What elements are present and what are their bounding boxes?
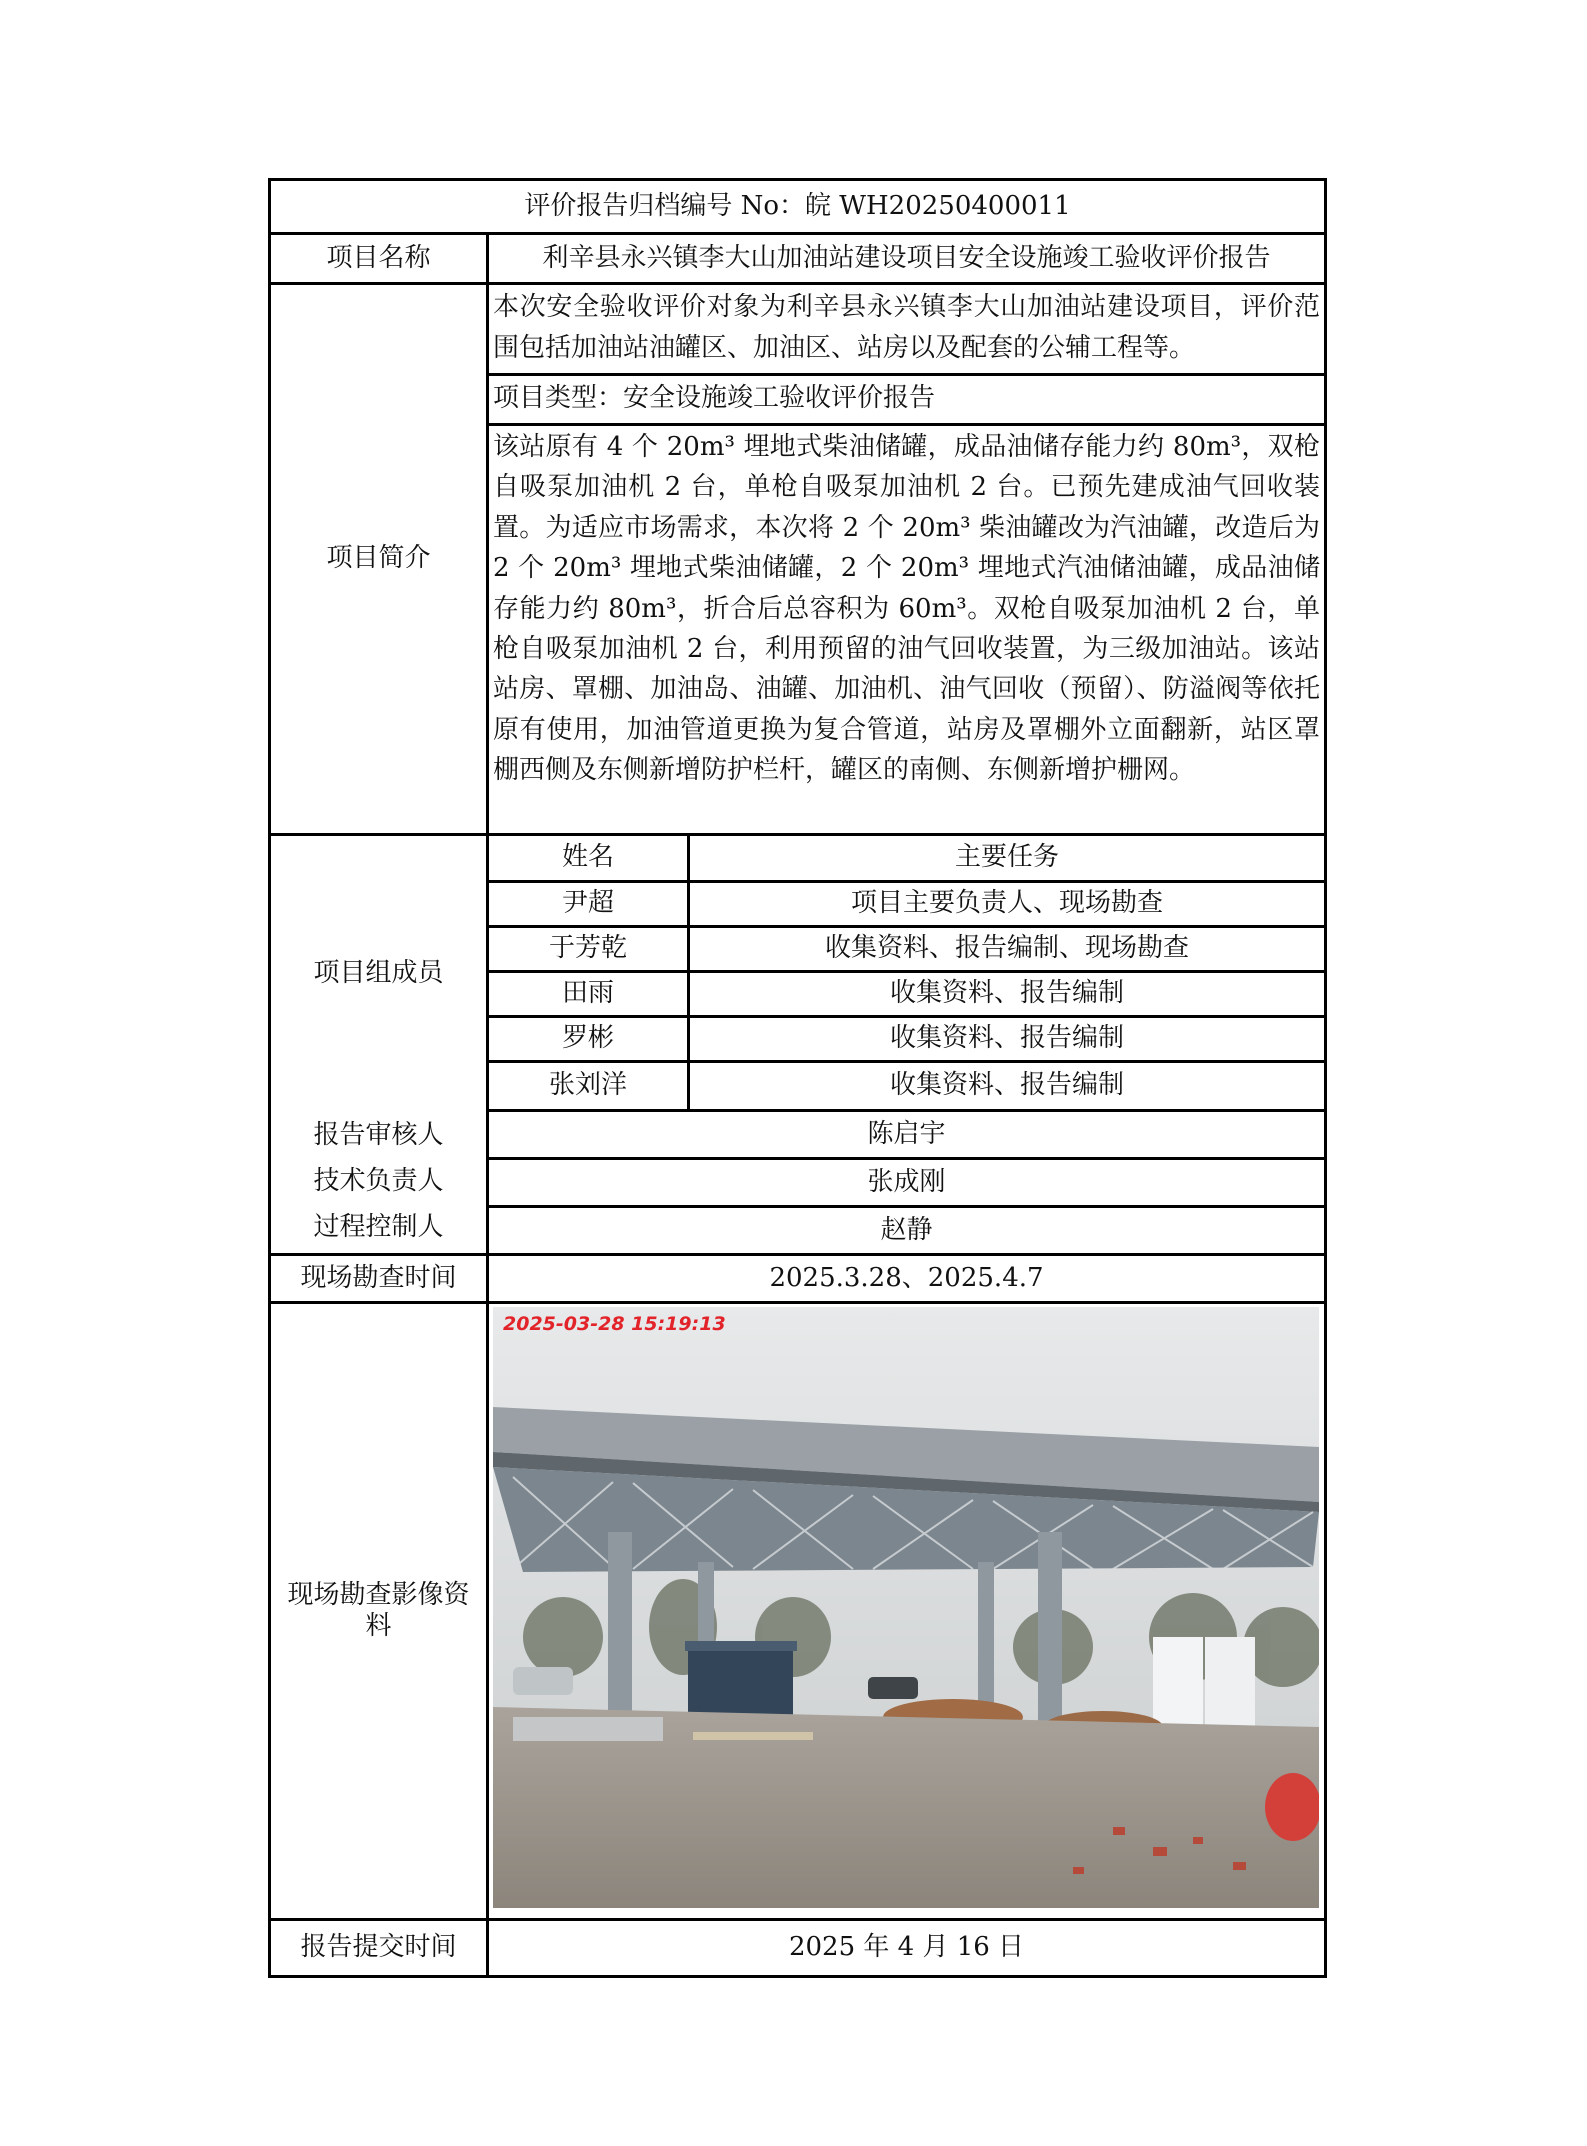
members-label: 项目组成员 xyxy=(313,958,444,989)
survey-time-value: 2025.3.28、2025.4.7 xyxy=(769,1262,1044,1293)
member-task: 收集资料、报告编制 xyxy=(889,978,1124,1009)
members-header-task: 主要任务 xyxy=(954,842,1059,873)
member-name: 张刘洋 xyxy=(548,1070,627,1101)
members-header-name: 姓名 xyxy=(561,842,614,873)
survey-images-label: 现场勘查影像资料 xyxy=(287,1579,470,1641)
member-task: 收集资料、报告编制 xyxy=(889,1023,1124,1054)
intro-scope-text: 本次安全验收评价对象为利辛县永兴镇李大山加油站建设项目，评价范围包括加油站油罐区、加油区、站房以及配套的公辅工程等。 xyxy=(493,292,1320,363)
process-control-value: 赵静 xyxy=(880,1214,933,1245)
tech-lead-label: 技术负责人 xyxy=(313,1166,444,1197)
member-name: 罗彬 xyxy=(561,1023,614,1054)
gas-station-canopy-photo xyxy=(493,1307,1319,1908)
submit-time-value: 2025 年 4 月 16 日 xyxy=(788,1932,1025,1963)
photo-timestamp: 2025-03-28 15:19:13 xyxy=(503,1313,726,1335)
survey-time-label: 现场勘查时间 xyxy=(300,1262,457,1293)
project-name-value: 利辛县永兴镇李大山加油站建设项目安全设施竣工验收评价报告 xyxy=(542,242,1271,273)
submit-time-label: 报告提交时间 xyxy=(300,1932,457,1963)
member-name: 于芳乾 xyxy=(548,933,627,964)
project-intro-label: 项目简介 xyxy=(326,543,431,574)
report-info-table xyxy=(268,178,1327,1978)
intro-type-text: 项目类型：安全设施竣工验收评价报告 xyxy=(493,383,936,413)
member-task: 收集资料、报告编制、现场勘查 xyxy=(824,933,1189,964)
site-photo xyxy=(493,1307,1319,1908)
tech-lead-value: 张成刚 xyxy=(867,1166,946,1197)
project-name-label: 项目名称 xyxy=(326,242,431,273)
member-task: 项目主要负责人、现场勘查 xyxy=(850,888,1163,919)
archive-number: 评价报告归档编号 No：皖 WH20250400011 xyxy=(524,190,1071,221)
intro-description-text: 该站原有 4 个 20m³ 埋地式柴油储罐，成品油储存能力约 80m³，双枪自吸泵加油机 2 台，单枪自吸泵加油机 2 台。已预先建成油气回收装置。为适应市场需求，本次将 2 个 20m³ 柴油罐改为汽油罐，改造后为 2 个 20m³ 埋地式柴油储罐，2 个 20m³ 埋地式汽油储油罐，成品油储存能力约 80m³，折合后总容积为 60m³。双枪自吸泵加油机 2 台，单枪自吸泵加油机 2 台，利用预留的油气回收装置，为三级加油站。该站站房、罩棚、加油岛、油罐、加油机、油气回收（预留）、防溢阀等依托原有使用，加油管道更换为复合管道，站房及罩棚外立面翻新，站区罩棚西侧及东侧新增防护栏杆，罐区的南侧、东侧新增护栅网。 xyxy=(493,432,1320,786)
member-task: 收集资料、报告编制 xyxy=(889,1070,1124,1101)
reviewer-label: 报告审核人 xyxy=(313,1120,444,1151)
process-control-label: 过程控制人 xyxy=(313,1212,444,1243)
member-name: 田雨 xyxy=(561,978,614,1009)
reviewer-value: 陈启宇 xyxy=(867,1118,946,1149)
member-name: 尹超 xyxy=(561,888,614,919)
